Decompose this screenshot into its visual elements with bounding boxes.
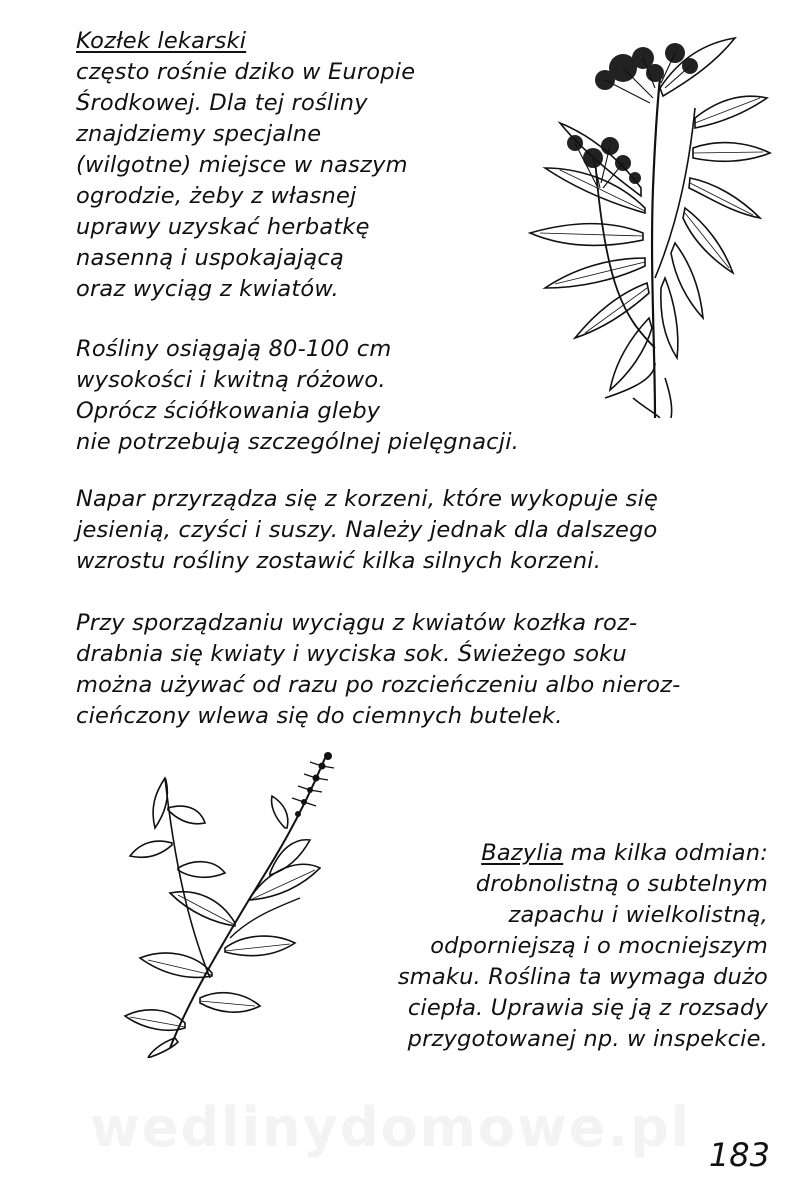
heading-bazylia: Bazylia bbox=[481, 840, 564, 866]
text-line: drobnolistną o subtelnym bbox=[475, 871, 768, 897]
text-line: znajdziemy specjalne bbox=[76, 121, 322, 147]
text-line: drabnia się kwiaty i wyciska sok. Świeżego soku bbox=[76, 641, 627, 667]
page-number: 183 bbox=[708, 1136, 770, 1174]
text-line: odporniejszą i o mocniejszym bbox=[430, 933, 768, 959]
text-line: Napar przyrządza się z korzeni, które wykopuje się bbox=[76, 486, 659, 512]
paragraph-valerian-height bbox=[76, 334, 519, 458]
paragraph-infusion bbox=[76, 484, 658, 577]
paragraph-flower-extract bbox=[76, 608, 681, 732]
text-line: uprawy uzyskać herbatkę bbox=[76, 214, 370, 240]
heading-kozlek-lekarski: Kozłek lekarski bbox=[76, 28, 247, 54]
text-line: cieńczony wlewa się do ciemnych butelek. bbox=[76, 703, 563, 729]
text-line: nasenną i uspokajającą bbox=[76, 245, 344, 271]
text-line: Oprócz ściółkowania gleby bbox=[76, 398, 381, 424]
text-line: ogrodzie, żeby z własnej bbox=[76, 183, 357, 209]
text-line: przygotowanej np. w inspekcie. bbox=[407, 1026, 768, 1052]
text-line: Środkowej. Dla tej rośliny bbox=[76, 90, 368, 116]
text-line: jesienią, czyści i suszy. Należy jednak dla dalszego bbox=[76, 517, 658, 543]
text-line: wysokości i kwitną różowo. bbox=[76, 367, 386, 393]
text-line: Rośliny osiągają 80-100 cm bbox=[76, 336, 392, 362]
text-line: ciepła. Uprawia się ją z rozsady bbox=[407, 995, 768, 1021]
text-line: wzrostu rośliny zostawić kilka silnych korzeni. bbox=[76, 548, 602, 574]
text-line: oraz wyciąg z kwiatów. bbox=[76, 276, 339, 302]
text-line: nie potrzebują szczególnej pielęgnacji. bbox=[76, 429, 520, 455]
valerian-plant-illustration bbox=[505, 18, 775, 418]
text-line: zapachu i wielkolistną, bbox=[508, 902, 768, 928]
text-line: często rośnie dziko w Europie bbox=[76, 59, 416, 85]
paragraph-basil bbox=[398, 838, 768, 1055]
text-line: smaku. Roślina ta wymaga dużo bbox=[397, 964, 768, 990]
text-line: Przy sporządzaniu wyciągu z kwiatów kozłka roz- bbox=[76, 610, 638, 636]
text-fragment: ma kilka odmian: bbox=[570, 840, 768, 866]
watermark: wedlinydomowe.pl bbox=[90, 1096, 692, 1159]
text-line: można używać od razu po rozcieńczeniu albo nieroz- bbox=[76, 672, 681, 698]
basil-plant-illustration bbox=[100, 748, 360, 1058]
text-line: (wilgotne) miejsce w naszym bbox=[76, 152, 408, 178]
paragraph-valerian-intro bbox=[76, 26, 415, 305]
